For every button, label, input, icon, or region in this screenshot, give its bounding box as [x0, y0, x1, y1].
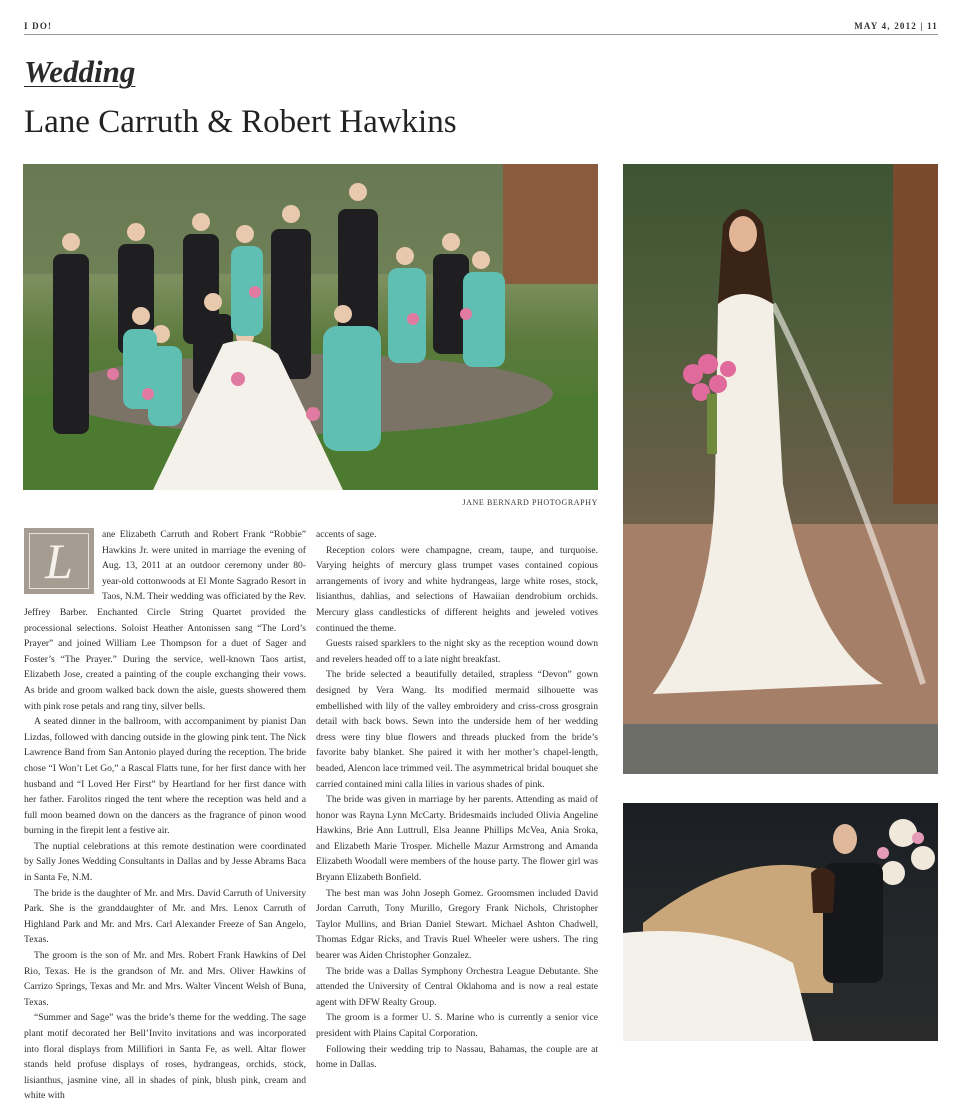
article-paragraph: The bride was given in marriage by her parents. Attending as maid of honor was Rayna Lynn McCarty. Bridesmaids included Olivia Angeline Hawkins, Brie Ann Luttrull, Elsa Jeanne Phillips McVea, Ania Sroka, and Elizabeth Marie Trosper. Michelle Mazur Armstrong and Amanda Elizabeth Woodall were members of the house party. The flower girl was Bryann Elizabeth Bonfield. — [316, 794, 598, 884]
article-paragraph: Guests raised sparklers to the night sky as the reception wound down and revelers headed off to a late night breakfast. — [316, 638, 598, 665]
issue-date-page: MAY 4, 2012 | 11 — [854, 21, 938, 31]
article-paragraph: ane Elizabeth Carruth and Robert Frank “Robbie” Hawkins Jr. were united in marriage the evening of Aug. 13, 2011 at an outdoor ceremony under 80-year-old cottonwoods at El Monte Sagrado Resort in Taos, N.M. Their wedding was officiated by the Rev. Jeffrey Barber. Enchanted Circle String Quartet provided the processional selections. Soloist Heather Antonissen sang “The Lord’s Prayer” and joined William Lee Thompson for a duet of Sager and Foster’s “The Prayer.” During the service, well-known Taos artist, Elizabeth Jose, created a painting of the couple exchanging their vows. As bride and groom walked back down the aisle, guests showered them with pink rose petals and rang tiny, silver bells. — [24, 529, 306, 712]
bride-portrait-photo — [623, 164, 938, 774]
article-paragraph: The groom is a former U. S. Marine who is currently a senior vice president with Plains Capital Corporation. — [316, 1012, 598, 1039]
article-paragraph: The bride was a Dallas Symphony Orchestra League Debutante. She attended the University of Central Oklahoma and is now a real estate agent with DFW Realty Group. — [316, 965, 598, 1008]
photo-credit: JANE BERNARD PHOTOGRAPHY — [462, 498, 598, 507]
publication-name: I DO! — [24, 21, 53, 31]
article-paragraph: “Summer and Sage” was the bride’s theme for the wedding. The sage plant motif decorated her Bell’Invito invitations and was incorporated into floral displays from Millifiori in Santa Fe, as well. Altar flower stands held profuse displays of roses, hydrangeas, orchids, stock, lisianthus, jasmine vine, all in shades of pink, blush pink, cream and white with — [24, 1012, 306, 1102]
article-column-1 — [24, 527, 306, 1104]
article-paragraph: The bride selected a beautifully detailed, strapless “Devon” gown designed by Vera Wang. Its modified mermaid silhouette was embellished with lily of the valley embroidery and criss-cross grosgrain detail with back bows. Sewn into the underside hem of her wedding dress were tiny blue flowers and threads plucked from the bride’s favorite baby blanket. She paired it with her mother’s chapel-length, beaded, Alencon lace trimmed veil. The asymmetrical bridal bouquet she carried contained mini calla lilies in various shades of pink. — [316, 669, 598, 790]
article-paragraph: The nuptial celebrations at this remote destination were coordinated by Sally Jones Wedding Consultants in Dallas and by Jesse Abrams Baca in Santa Fe, N.M. — [24, 840, 306, 884]
article-title: Lane Carruth & Robert Hawkins — [24, 104, 457, 140]
wedding-party-photo — [23, 164, 598, 490]
article-paragraph: Following their wedding trip to Nassau, Bahamas, the couple are at home in Dallas. — [316, 1043, 598, 1071]
couple-night-photo — [623, 803, 938, 1041]
section-label: Wedding — [24, 54, 136, 89]
article-column-2 — [316, 527, 598, 1073]
article-paragraph: The groom is the son of Mr. and Mrs. Robert Frank Hawkins of Del Rio, Texas. He is the grandson of Mr. and Mrs. Oliver Hawkins of Carrizo Springs, Texas and Mr. and Mrs. Walter Vincent Welsh of Buna, Texas. — [24, 950, 306, 1008]
article-paragraph: The best man was John Joseph Gomez. Groomsmen included David Jordan Carruth, Tony Murillo, Gregory Frank Nichols, Christopher Taylor Mullins, and Brian Daniel Stewart. Michael Ashton Chadwell, Thomas Edgar Ricks, and Travis Ruel Wheeler were ushers. The ring bearer was Aiden Christopher Gonzalez. — [316, 887, 598, 962]
article-paragraph: A seated dinner in the ballroom, with accompaniment by pianist Dan Lizdas, followed with dancing outside in the glowing pink tent. The Nick Lawrence Band from San Antonio played during the reception. The bride chose “I Won’t Let Go,” a Rascal Flatts tune, for her first dance with her husband and “I Loved Her First” by Heartland for her first dance with her father. Farolitos ringed the tent where the reception was held and a full moon beamed down on the dancers as the fragrance of pinon wood burning in the firepit lent a festive air. — [24, 716, 306, 837]
page-header — [24, 18, 938, 35]
article-paragraph: accents of sage. — [316, 529, 377, 540]
article-paragraph: Reception colors were champagne, cream, taupe, and turquoise. Varying heights of mercury glass trumpet vases contained copious arrangements of ivory and white hydrangeas, large white roses, stock, lisianthus, dahlias, and selections of Hawaiian dendrobium orchids. Mercury glass candlesticks of different heights and jeweled votives continued the theme. — [316, 544, 598, 634]
drop-cap: L — [24, 528, 94, 594]
article-paragraph: The bride is the daughter of Mr. and Mrs. David Carruth of University Park. She is the granddaughter of Mr. and Mrs. Lenox Carruth of Highland Park and Mr. and Mrs. Carl Alexander Freeze of San Angelo, Texas. — [24, 887, 306, 946]
